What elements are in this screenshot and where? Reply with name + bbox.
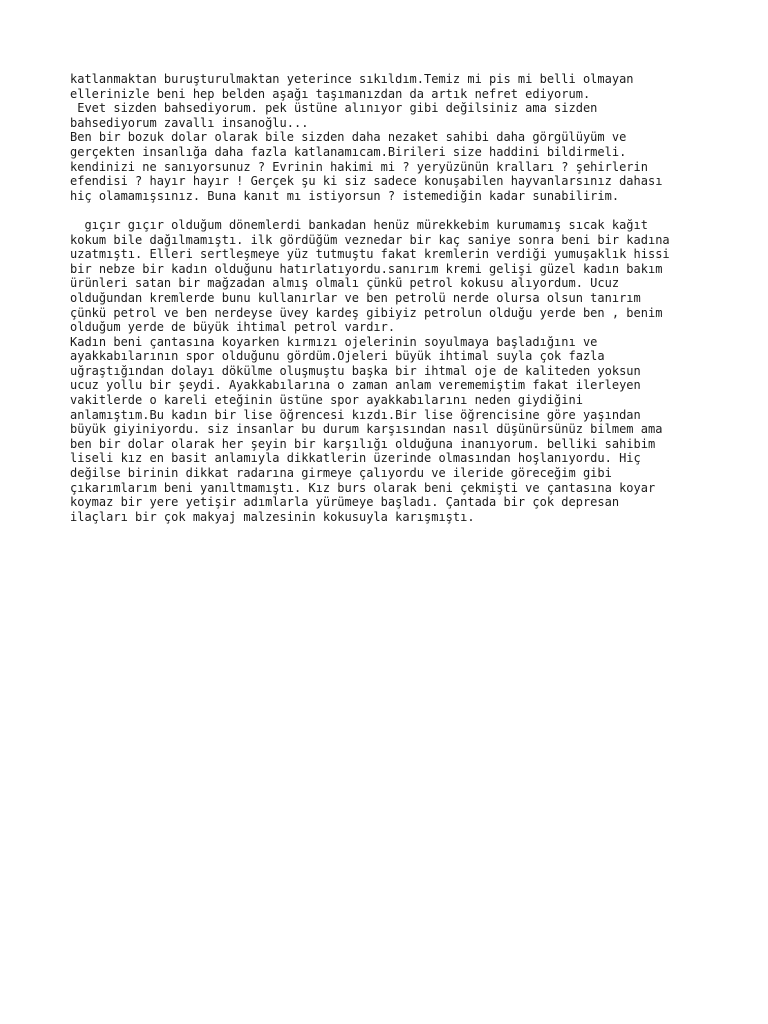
text-line: çünkü petrol ve ben nerdeyse üvey kardeş gibiyiz petrolun olduğu yerde ben , benim bbox=[70, 305, 663, 320]
text-line: uzatmıştı. Elleri sertleşmeye yüz tutmuştu fakat kremlerin verdiği yumuşaklık hissi bbox=[70, 247, 670, 262]
text-line: ucuz yollu bir şeydi. Ayakkabılarına o zaman anlam verememiştim fakat ilerleyen bbox=[70, 378, 641, 393]
text-line: hiç olamamışsınız. Buna kanıt mı istiyorsun ? istemediğin kadar sunabilirim. bbox=[70, 188, 620, 203]
text-line: bir nebze bir kadın olduğunu hatırlatıyordu.sanırım kremi gelişi güzel kadın bakım bbox=[70, 261, 663, 276]
text-line: ayakkabılarının spor olduğunu gördüm.Ojeleri büyük ihtimal suyla çok fazla bbox=[70, 349, 605, 364]
text-line: ilaçları bir çok makyaj malzesinin kokusuyla karışmıştı. bbox=[70, 509, 475, 524]
text-line: anlamıştım.Bu kadın bir lise öğrencesi kızdı.Bir lise öğrencisine göre yaşından bbox=[70, 407, 641, 422]
text-line: efendisi ? hayır hayır ! Gerçek şu ki siz sadece konuşabilen hayvanlarsınız dahası bbox=[70, 174, 663, 189]
text-line: büyük giyiniyordu. siz insanlar bu durum karşısından nasıl düşünürsünüz bilmem ama bbox=[70, 422, 663, 437]
text-line: Ben bir bozuk dolar olarak bile sizden daha nezaket sahibi daha görgülüyüm ve bbox=[70, 130, 627, 145]
text-line: Evet sizden bahsediyorum. pek üstüne alınıyor gibi değilsiniz ama sizden bbox=[70, 101, 598, 116]
text-line: Kadın beni çantasına koyarken kırmızı ojelerinin soyulmaya başladığını ve bbox=[70, 334, 598, 349]
text-line: liseli kız en basit anlamıyla dikkatlerin üzerinde olmasından hoşlanıyordu. Hiç bbox=[70, 451, 641, 466]
text-line: uğraştığından dolayı dökülme oluşmuştu başka bir ihtmal oje de kaliteden yoksun bbox=[70, 363, 641, 378]
text-line: ellerinizle beni hep belden aşağı taşımanızdan da artık nefret ediyorum. bbox=[70, 86, 591, 101]
text-line: koymaz bir yere yetişir adımlarla yürümeye başladı. Çantada bir çok depresan bbox=[70, 495, 620, 510]
text-line: ürünleri satan bir mağzadan almış olmalı çünkü petrol kokusu alıyordum. Ucuz bbox=[70, 276, 620, 291]
document-body-text bbox=[70, 72, 730, 524]
text-line: vakitlerde o kareli eteğinin üstüne spor ayakkabılarını neden giydiğini bbox=[70, 393, 583, 408]
text-line: çıkarımlarım beni yanıltmamıştı. Kız burs olarak beni çekmişti ve çantasına koyar bbox=[70, 480, 656, 495]
text-line: değilse birinin dikkat radarına girmeye çalıyordu ve ileride göreceğim gibi bbox=[70, 466, 612, 481]
text-line: olduğum yerde de büyük ihtimal petrol vardır. bbox=[70, 320, 396, 335]
text-line: katlanmaktan buruşturulmaktan yeterince sıkıldım.Temiz mi pis mi belli olmayan bbox=[70, 72, 634, 86]
text-line: ben bir dolar olarak her şeyin bir karşılığı olduğuna inanıyorum. belliki sahibim bbox=[70, 436, 656, 451]
text-line: kendinizi ne sanıyorsunuz ? Evrinin hakimi mi ? yeryüzünün kralları ? şehirlerin bbox=[70, 159, 648, 174]
text-line: gerçekten insanlığa daha fazla katlanamıcam.Birileri size haddini bildirmeli. bbox=[70, 144, 627, 159]
text-line: bahsediyorum zavallı insanoğlu... bbox=[70, 115, 309, 130]
text-line: gıçır gıçır olduğum dönemlerdi bankadan henüz mürekkebim kurumamış sıcak kağıt bbox=[70, 217, 648, 232]
text-line: kokum bile dağılmamıştı. ilk gördüğüm veznedar bir kaç saniye sonra beni bir kadına bbox=[70, 232, 670, 247]
text-line: olduğundan kremlerde bunu kullanırlar ve ben petrolü nerde olursa olsun tanırım bbox=[70, 290, 641, 305]
text-line bbox=[70, 203, 730, 218]
